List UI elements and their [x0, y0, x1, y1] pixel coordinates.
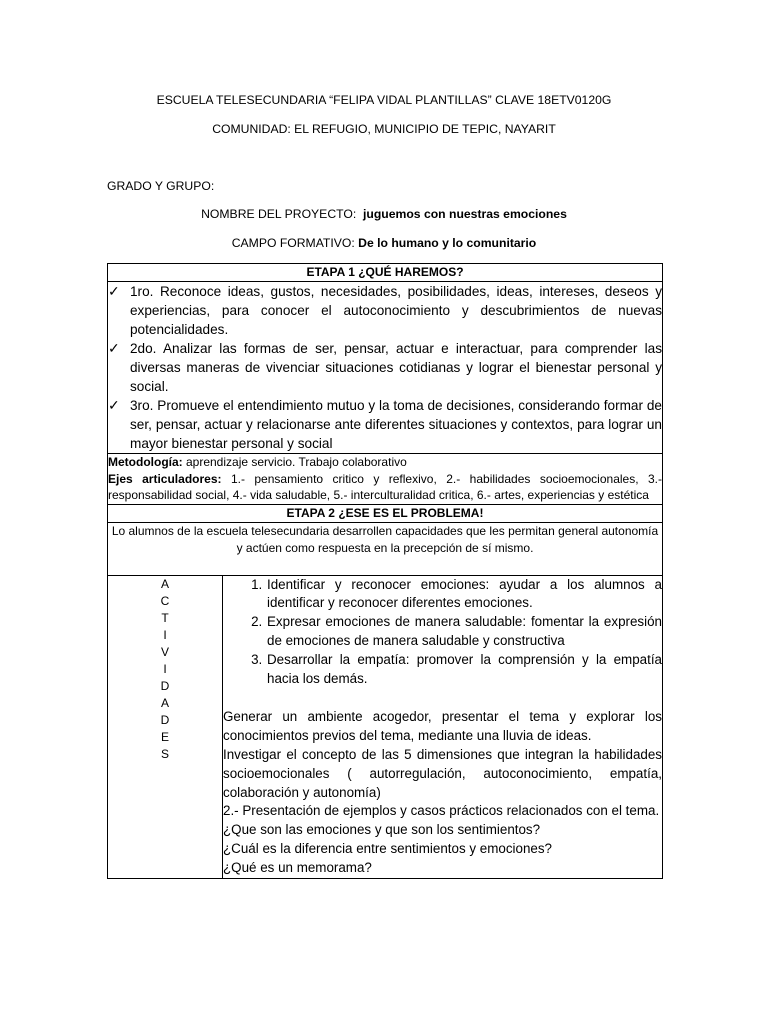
- vertical-letter: D: [160, 679, 170, 694]
- project-line: [0, 207, 768, 221]
- vertical-letter: E: [160, 730, 169, 745]
- axes-label: Ejes articuladores:: [108, 471, 222, 486]
- vertical-letter: I: [163, 661, 167, 676]
- vertical-letter: V: [160, 644, 169, 659]
- project-label: NOMBRE DEL PROYECTO:: [201, 207, 357, 221]
- planning-table: [107, 263, 663, 879]
- stage1-title: ETAPA 1 ¿QUÉ HAREMOS?: [108, 264, 663, 282]
- vertical-letter: I: [163, 627, 167, 642]
- methodology-line: [108, 454, 662, 471]
- list-item: 3. Desarrollar la empatía: promover la comprensión y la empatía hacia los demás.: [266, 651, 662, 689]
- vertical-letter: A: [160, 696, 169, 711]
- vertical-letter: T: [161, 610, 169, 625]
- check-icon: ✓: [108, 397, 120, 413]
- check-icon: ✓: [108, 283, 120, 299]
- stage2-title: ETAPA 2 ¿ESE ES EL PROBLEMA!: [108, 504, 663, 522]
- vertical-letter: S: [160, 747, 169, 762]
- check-item-text: 2do. Analizar las formas de ser, pensar, actuar e interactuar, para comprender las diversas maneras de vivenciar situaciones cotidianas y lograr el bienestar personal y social.: [130, 341, 662, 394]
- list-item: 1. Identificar y reconocer emociones: ayudar a los alumnos a identificar y reconocer diferentes emociones.: [266, 576, 662, 614]
- list-item: 2. Expresar emociones de manera saludable: fomentar la expresión de emociones de manera saludable y constructiva: [266, 613, 662, 651]
- methodology-cell: [108, 454, 663, 505]
- methodology-text: aprendizaje servicio. Trabajo colaborativo: [182, 455, 407, 469]
- project-name: juguemos con nuestras emociones: [363, 207, 567, 221]
- field-label: CAMPO FORMATIVO:: [231, 236, 355, 250]
- activity-question: ¿Cuál es la diferencia entre sentimientos y emociones?: [223, 841, 552, 857]
- activity-paragraph: Generar un ambiente acogedor, presentar el tema y explorar los conocimientos previos del tema, mediante una lluvia de ideas.: [223, 708, 662, 743]
- check-item: [108, 339, 662, 396]
- problem-statement: Lo alumnos de la escuela telesecundaria desarrollen capacidades que les permitan general autonomía y actúen como respuesta en la precepción de sí mismo.: [108, 522, 663, 575]
- check-item: [108, 396, 662, 453]
- vertical-letter: A: [160, 576, 169, 591]
- check-item-text: 1ro. Reconoce ideas, gustos, necesidades, posibilidades, ideas, intereses, deseos y experiencias, para conocer el autoconocimiento y descubrimientos de nuevas potencialidades.: [130, 284, 662, 337]
- check-icon: ✓: [108, 340, 120, 356]
- activity-paragraph: Investigar el concepto de las 5 dimensiones que integran la habilidades socioemocionales ( autorregulación, autoconocimiento, empatía, colaboración y autonomía): [223, 746, 662, 800]
- activity-paragraph: 2.- Presentación de ejemplos y casos prácticos relacionados con el tema.: [223, 803, 660, 819]
- check-item: [108, 282, 662, 339]
- check-item-text: 3ro. Promueve el entendimiento mutuo y la toma de decisiones, considerando formar de ser, pensar, actuar y relacionarse ante diferentes situaciones y contextos, para lograr un mayor bienestar personal y social: [130, 398, 662, 451]
- activities-vertical-label: [108, 575, 223, 879]
- activity-question: ¿Que son las emociones y que son los sentimientos?: [223, 822, 541, 838]
- field-name: De lo humano y lo comunitario: [358, 236, 537, 250]
- axes-line: [108, 471, 662, 504]
- vertical-letter: C: [160, 593, 170, 608]
- activities-content: [223, 575, 663, 879]
- stage1-checklist: [108, 282, 663, 454]
- activities-numbered-list: [223, 576, 662, 689]
- vertical-letter: D: [160, 713, 170, 728]
- community-header: COMUNIDAD: EL REFUGIO, MUNICIPIO DE TEPIC, NAYARIT: [212, 122, 556, 136]
- axes-text: 1.- pensamiento critico y reflexivo, 2.- habilidades socioemocionales, 3.- responsabilidad social, 4.- vida saludable, 5.- interculturalidad critica, 6.- artes, experiencias y estética: [108, 471, 662, 502]
- school-header: ESCUELA TELESECUNDARIA “FELIPA VIDAL PLANTILLAS” CLAVE 18ETV0120G: [156, 93, 612, 107]
- activity-question: ¿Qué es un memorama?: [223, 860, 372, 876]
- grade-group-label: GRADO Y GRUPO:: [107, 179, 215, 193]
- methodology-label: Metodología:: [108, 455, 183, 469]
- field-line: [0, 236, 768, 250]
